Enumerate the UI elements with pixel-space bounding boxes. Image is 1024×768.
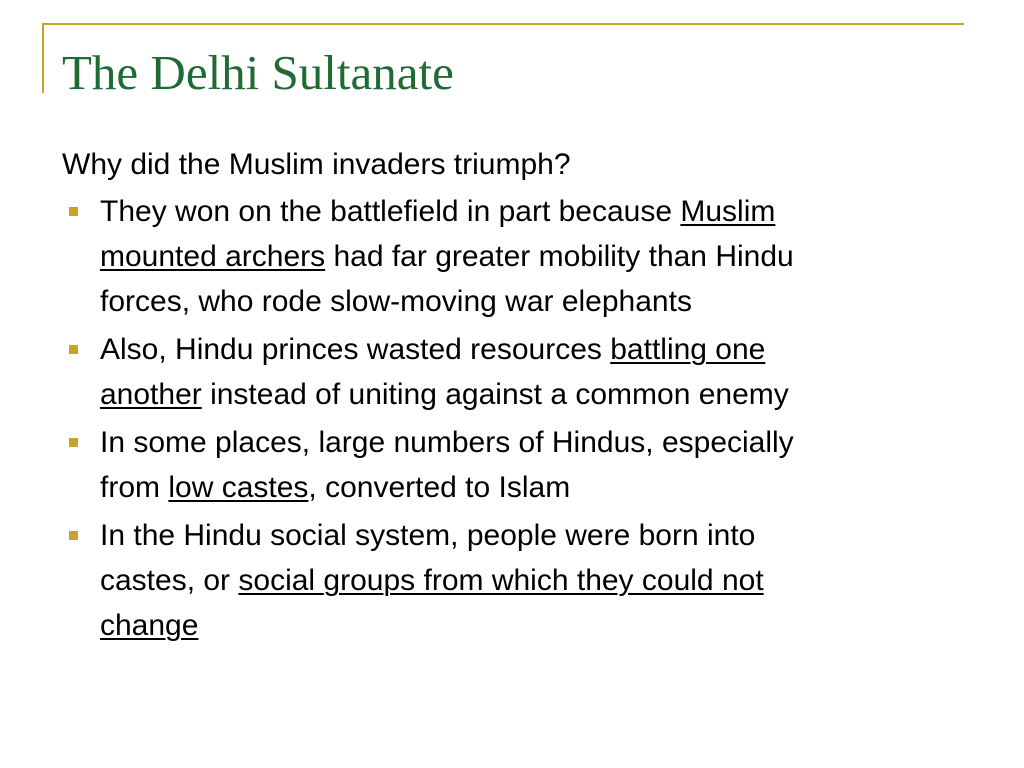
bullet-text: They won on the battlefield in part because <box>100 195 681 228</box>
slide-title: The Delhi Sultanate <box>62 45 454 100</box>
bullet-text: castes, or <box>100 564 239 597</box>
bullet-line <box>100 420 982 465</box>
bullet-line <box>100 189 982 234</box>
bullet-square-icon <box>69 207 78 216</box>
bullet-item <box>62 327 982 417</box>
bullet-list <box>62 189 982 648</box>
underlined-term: battling one <box>610 333 766 366</box>
bullet-item <box>62 513 982 648</box>
title-frame-top-line <box>42 23 964 25</box>
bullet-square-icon <box>69 438 78 447</box>
bullet-text: instead of uniting against a common enemy <box>201 378 789 411</box>
bullet-square-icon <box>69 345 78 354</box>
bullet-line <box>100 465 982 510</box>
underlined-term: social groups from which they could not <box>238 564 764 597</box>
bullet-text: Also, Hindu princes wasted resources <box>100 333 611 366</box>
bullet-line <box>100 558 982 603</box>
bullet-line <box>100 603 982 648</box>
underlined-term: Muslim <box>680 195 776 228</box>
bullet-line <box>100 513 982 558</box>
bullet-line <box>100 327 982 372</box>
bullet-text: forces, who rode slow-moving war elephants <box>100 285 692 318</box>
underlined-term: change <box>100 609 199 642</box>
bullet-line <box>100 234 982 279</box>
bullet-text: had far greater mobility than Hindu <box>325 240 794 273</box>
title-frame-left-line <box>42 23 44 93</box>
bullet-line <box>100 372 982 417</box>
bullet-text: In the Hindu social system, people were born into <box>100 519 756 552</box>
slide-body <box>62 142 982 651</box>
bullet-text: , converted to Islam <box>308 471 571 504</box>
intro-question: Why did the Muslim invaders triumph? <box>62 148 571 181</box>
bullet-text: In some places, large numbers of Hindus, especially <box>100 426 794 459</box>
bullet-square-icon <box>69 531 78 540</box>
bullet-item <box>62 189 982 324</box>
bullet-item <box>62 420 982 510</box>
bullet-text: from <box>100 471 169 504</box>
underlined-term: mounted archers <box>100 240 326 273</box>
underlined-term: another <box>100 378 202 411</box>
underlined-term: low castes <box>168 471 309 504</box>
bullet-line <box>100 279 982 324</box>
